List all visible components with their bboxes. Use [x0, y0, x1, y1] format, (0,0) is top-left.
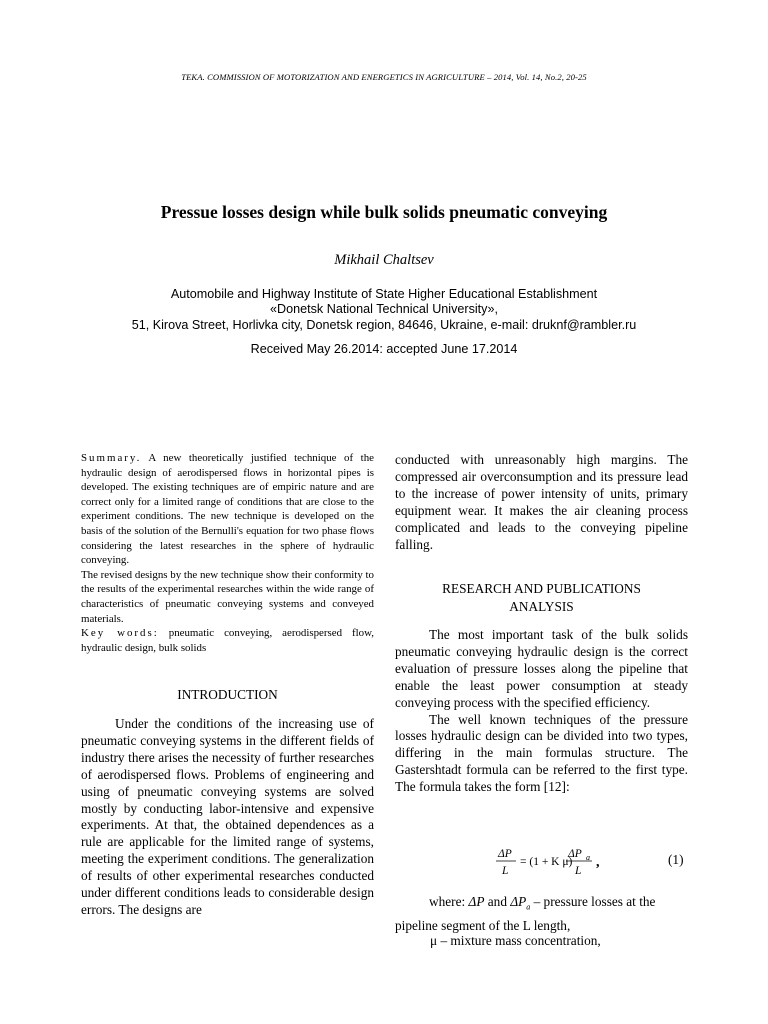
where-lead: where:: [429, 894, 469, 909]
formula-lhs-numerator: ΔP: [498, 848, 512, 860]
formula-1: [488, 845, 688, 885]
where-symbol-2-subscript: a: [526, 902, 531, 912]
mu-definition: μ – mixture mass concentration,: [430, 933, 601, 948]
formula-lhs-denominator: L: [502, 865, 509, 877]
paper-title: Pressue losses design while bulk solids pneumatic conveying: [160, 202, 608, 222]
where-symbol-1: ΔP: [468, 894, 485, 909]
author-name: Mikhail Chaltsev: [334, 252, 434, 268]
formula-rhs-denominator: L: [575, 865, 582, 877]
research-paragraph-2: The well known techniques of the pressure losses hydraulic design can be divided into two types, differing in the main formulas structure. The Gastershtadt formula can be referred to the first type. The formula takes the form [12]:: [395, 711, 688, 795]
research-paragraph-1: The most important task of the bulk solids pneumatic conveying hydraulic design is the correct evaluation of pressure losses along the pipeline that enable the least power consumption at steady conveying process with the specified efficiency.: [395, 627, 688, 710]
where-clause: [395, 893, 688, 935]
formula-number: (1): [668, 852, 684, 867]
continued-paragraph: conducted with unreasonably high margins. The compressed air overconsumption and its pressure lead to the increase of power intensity of units, primary equipment wear. It makes the air cleaning process complicated and leads to the conveying pipeline falling.: [395, 452, 688, 552]
affiliation: [0, 287, 768, 333]
affiliation-line-2: «Donetsk National Technical University»,: [270, 302, 498, 317]
where-symbol-2: ΔP: [510, 894, 527, 909]
affiliation-line-3: 51, Kirova Street, Horlivka city, Donetsk region, 84646, Ukraine, e-mail: druknf@rambler.ru: [131, 317, 637, 332]
formula-comma: ,: [596, 855, 600, 870]
where-rest: – pressure losses at the pipeline segment of the L length,: [395, 894, 656, 933]
research-heading-line-1: RESEARCH AND PUBLICATIONS: [442, 581, 641, 596]
keywords-label: Key words:: [81, 627, 159, 640]
formula-rhs-numerator: ΔP: [568, 848, 582, 860]
summary-label: Summary.: [81, 452, 142, 464]
where-and: and: [484, 894, 511, 909]
summary-text: A new theoretically justified technique of the hydraulic design of aerodispersed flows in horizontal pipes is developed. The existing techniques are of empiric nature and are correct only for a limited range of conditions that are close to the experiment conditions. The new technique is developed on the basis of the solution of the Bernulli's equation for two phase flows considering the latest researches in the sphere of hydraulic conveying.: [81, 452, 374, 567]
summary-block: [81, 451, 374, 655]
received-dates: Received May 26.2014: accepted June 17.2014: [250, 342, 518, 356]
summary-paragraph: [81, 451, 374, 568]
research-heading: [395, 580, 688, 615]
affiliation-line-1: Automobile and Highway Institute of State Higher Educational Establishment: [170, 287, 598, 301]
summary-paragraph-2: The revised designs by the new technique show their conformity to the results of the experimental researches within the wide range of characteristics of pneumatic conveying systems and conveyed materials.: [81, 568, 374, 625]
continued-text: [395, 452, 688, 553]
keywords-paragraph: [81, 626, 374, 655]
research-heading-line-2: ANALYSIS: [509, 598, 574, 614]
where-paragraph: [395, 893, 688, 935]
formula-middle: = (1 + K μ): [520, 856, 573, 868]
formula-rhs-subscript: a: [586, 853, 590, 862]
introduction-heading: INTRODUCTION: [177, 687, 278, 702]
research-body: [395, 627, 688, 796]
journal-header: TEKA. COMMISSION OF MOTORIZATION AND ENERGETICS IN AGRICULTURE – 2014, Vol. 14, No.2, 20-25: [181, 72, 587, 82]
introduction-paragraph: Under the conditions of the increasing use of pneumatic conveying systems in the different fields of industry there arises the necessity of further researches of aerodispersed flows. Problems of engineering and using of pneumatic conveying systems are solved mostly by conducting labor-intensive and expensive experiments. At that, the obtained dependences as a rule are applicable for the limited range of systems, meeting the experiment conditions. The generalization of results of other experimental researches conducted under different conditions leads to considerable design errors. The designs are: [81, 716, 374, 917]
introduction-body: [81, 716, 374, 919]
keywords-text: pneumatic conveying, aerodispersed flow, hydraulic design, bulk solids: [81, 627, 374, 654]
